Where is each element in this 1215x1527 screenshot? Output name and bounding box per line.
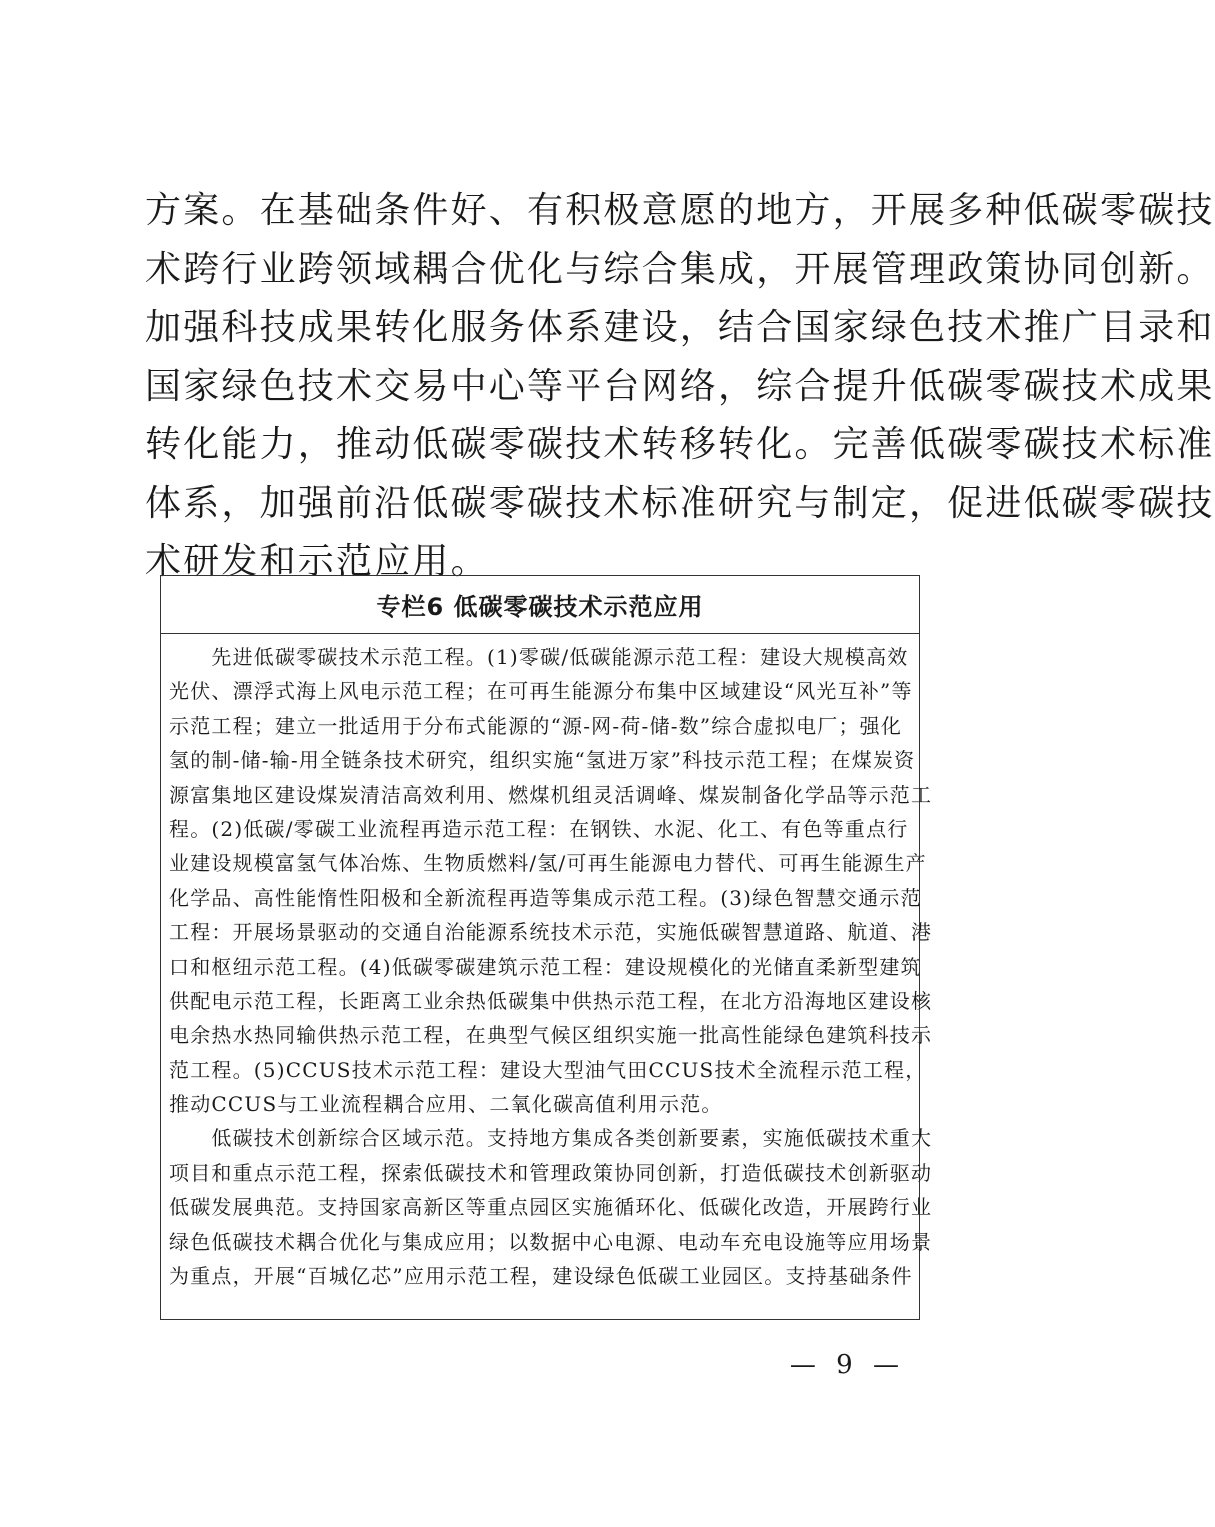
body-line: 术研发和示范应用。 xyxy=(145,541,489,582)
body-paragraph xyxy=(145,182,1215,592)
box-line: 低碳技术创新综合区域示范。支持地方集成各类创新要素，实施低碳技术重大 xyxy=(169,1126,933,1151)
body-line: 方案。在基础条件好、有积极意愿的地方，开展多种低碳零碳技 xyxy=(145,190,1215,231)
box-line: 先进低碳零碳技术示范工程。(1)零碳/低碳能源示范工程：建设大规模高效 xyxy=(169,645,909,669)
box-line: 工程：开展场景驱动的交通自治能源系统技术示范，实施低碳智慧道路、航道、港 xyxy=(169,920,933,945)
box-line: 业建设规模富氢气体冶炼、生物质燃料/氢/可再生能源电力替代、可再生能源生产 xyxy=(169,851,927,876)
page-number: — 9 — xyxy=(789,1350,905,1380)
body-line: 国家绿色技术交易中心等平台网络，综合提升低碳零碳技术成果 xyxy=(145,365,1215,407)
box-line: 化学品、高性能惰性阳极和全新流程再造等集成示范工程。(3)绿色智慧交通示范 xyxy=(169,885,922,910)
box-line: 低碳发展典范。支持国家高新区等重点园区实施循环化、低碳化改造，开展跨行业 xyxy=(169,1195,933,1220)
box-line: 范工程。(5)CCUS技术示范工程：建设大型油气田CCUS技术全流程示范工程， xyxy=(169,1057,927,1082)
body-line: 转化能力，推动低碳零碳技术转移转化。完善低碳零碳技术标准 xyxy=(145,424,1215,465)
box-title: 专栏6 低碳零碳技术示范应用 xyxy=(161,576,919,634)
box-line: 示范工程；建立一批适用于分布式能源的“源-网-荷-储-数”综合虚拟电厂；强化 xyxy=(169,713,903,738)
body-line: 体系，加强前沿低碳零碳技术标准研究与制定，促进低碳零碳技 xyxy=(145,482,1215,524)
special-column-box xyxy=(160,575,933,1320)
box-line: 推动CCUS与工业流程耦合应用、二氧化碳高值利用示范。 xyxy=(169,1092,723,1117)
box-line: 供配电示范工程，长距离工业余热低碳集中供热示范工程，在北方沿海地区建设核 xyxy=(169,988,933,1013)
body-line: 加强科技成果转化服务体系建设，结合国家绿色技术推广目录和 xyxy=(145,307,1215,348)
box-line: 光伏、漂浮式海上风电示范工程；在可再生能源分布集中区域建设“风光互补”等 xyxy=(169,679,913,704)
box-line: 程。(2)低碳/零碳工业流程再造示范工程：在钢铁、水泥、化工、有色等重点行 xyxy=(169,816,909,841)
box-line: 项目和重点示范工程，探索低碳技术和管理政策协同创新，打造低碳技术创新驱动 xyxy=(169,1160,933,1185)
box-line: 口和枢纽示范工程。(4)低碳零碳建筑示范工程：建设规模化的光储直柔新型建筑 xyxy=(169,954,922,979)
box-line: 为重点，开展“百城亿芯”应用示范工程，建设绿色低碳工业园区。支持基础条件 xyxy=(169,1264,913,1289)
box-body xyxy=(161,634,933,1293)
box-line: 氢的制-储-输-用全链条技术研究，组织实施“氢进万家”科技示范工程；在煤炭资 xyxy=(169,748,916,773)
box-line: 绿色低碳技术耦合优化与集成应用；以数据中心电源、电动车充电设施等应用场景 xyxy=(169,1229,933,1254)
body-line: 术跨行业跨领域耦合优化与综合集成，开展管理政策协同创新。 xyxy=(145,248,1215,290)
box-line: 源富集地区建设煤炭清洁高效利用、燃煤机组灵活调峰、煤炭制备化学品等示范工 xyxy=(169,782,933,807)
box-line: 电余热水热同输供热示范工程，在典型气候区组织实施一批高性能绿色建筑科技示 xyxy=(169,1023,933,1048)
